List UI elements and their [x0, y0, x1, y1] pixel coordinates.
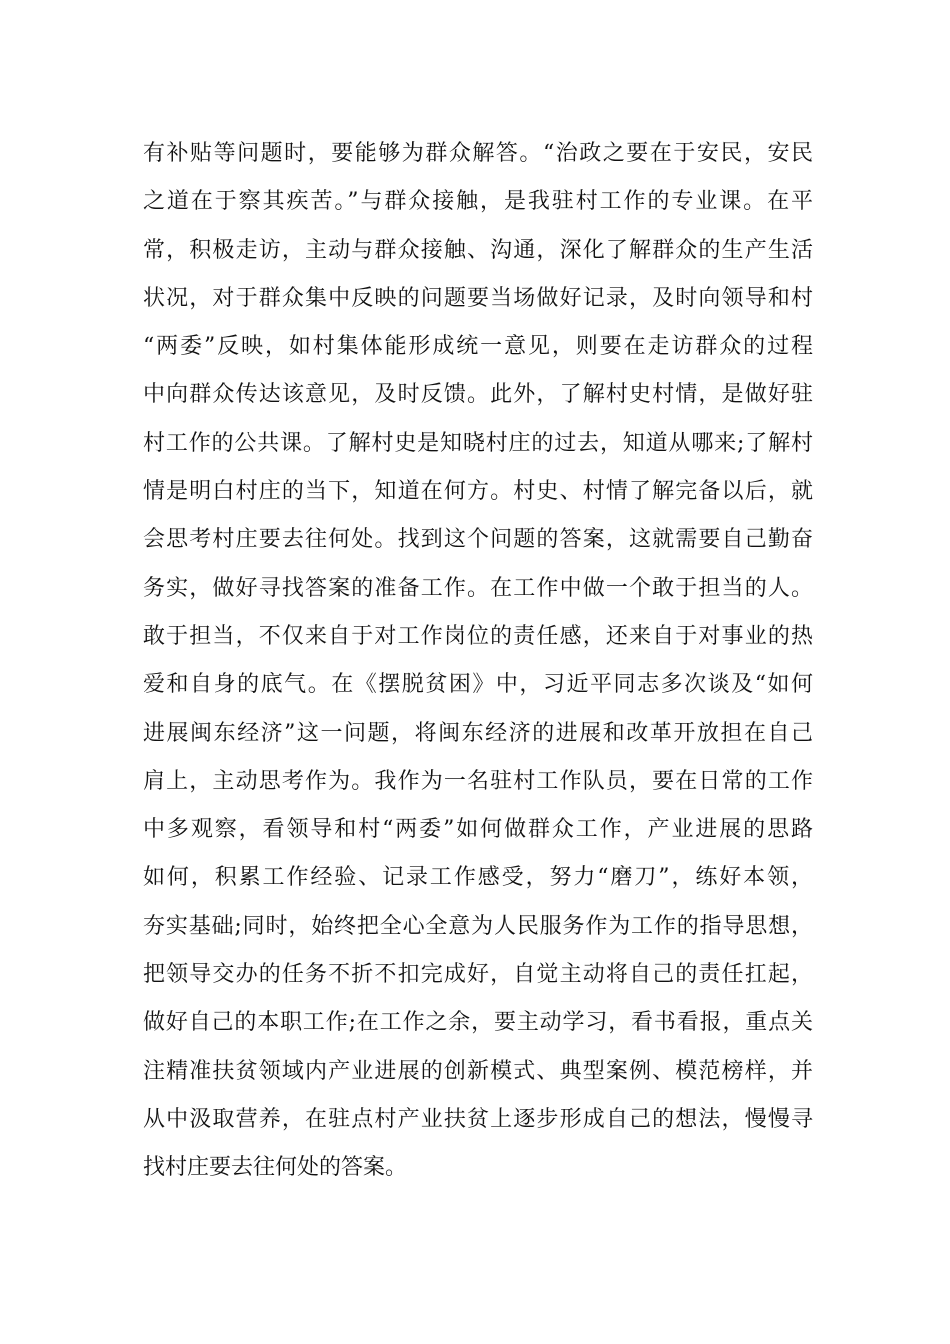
text-line: 村工作的公共课。了解村史是知晓村庄的过去，知道从哪来;了解村	[143, 430, 813, 456]
text-line: 夯实基础;同时，始终把全心全意为人民服务作为工作的指导思想，	[143, 913, 813, 939]
text-line: 常，积极走访，主动与群众接触、沟通，深化了解群众的生产生活	[143, 237, 813, 263]
text-line: 如何，积累工作经验、记录工作感受，努力“磨刀”，练好本领，	[143, 865, 813, 891]
text-line: 注精准扶贫领域内产业进展的创新模式、典型案例、模范榜样，并	[143, 1058, 813, 1084]
text-line: 从中汲取营养，在驻点村产业扶贫上逐步形成自己的想法，慢慢寻	[143, 1106, 813, 1132]
text-line: 之道在于察其疾苦。”与群众接触，是我驻村工作的专业课。在平	[143, 189, 813, 215]
text-line: 中多观察，看领导和村“两委”如何做群众工作，产业进展的思路	[143, 817, 813, 843]
text-line: 状况，对于群众集中反映的问题要当场做好记录，及时向领导和村	[143, 285, 813, 311]
text-line: 把领导交办的任务不折不扣完成好，自觉主动将自己的责任扛起，	[143, 962, 813, 988]
text-line: 爱和自身的底气。在《摆脱贫困》中，习近平同志多次谈及“如何	[143, 672, 813, 698]
body-text	[143, 130, 813, 1193]
text-line: 做好自己的本职工作;在工作之余，要主动学习，看书看报，重点关	[143, 1010, 813, 1036]
text-line: “两委”反映，如村集体能形成统一意见，则要在走访群众的过程	[143, 334, 813, 360]
text-line: 敢于担当，不仅来自于对工作岗位的责任感，还来自于对事业的热	[143, 623, 813, 649]
text-line: 有补贴等问题时，要能够为群众解答。“治政之要在于安民，安民	[143, 141, 813, 166]
text-line: 中向群众传达该意见，及时反馈。此外，了解村史村情，是做好驻	[143, 382, 813, 408]
text-line: 进展闽东经济”这一问题，将闽东经济的进展和改革开放担在自己	[143, 720, 813, 746]
text-line: 务实，做好寻找答案的准备工作。在工作中做一个敢于担当的人。	[143, 575, 813, 601]
text-line: 情是明白村庄的当下，知道在何方。村史、村情了解完备以后，就	[143, 479, 813, 505]
text-line: 会思考村庄要去往何处。找到这个问题的答案，这就需要自己勤奋	[143, 527, 813, 553]
text-line: 肩上，主动思考作为。我作为一名驻村工作队员，要在日常的工作	[143, 768, 813, 794]
text-line-last: 找村庄要去往何处的答案。	[143, 1155, 408, 1181]
